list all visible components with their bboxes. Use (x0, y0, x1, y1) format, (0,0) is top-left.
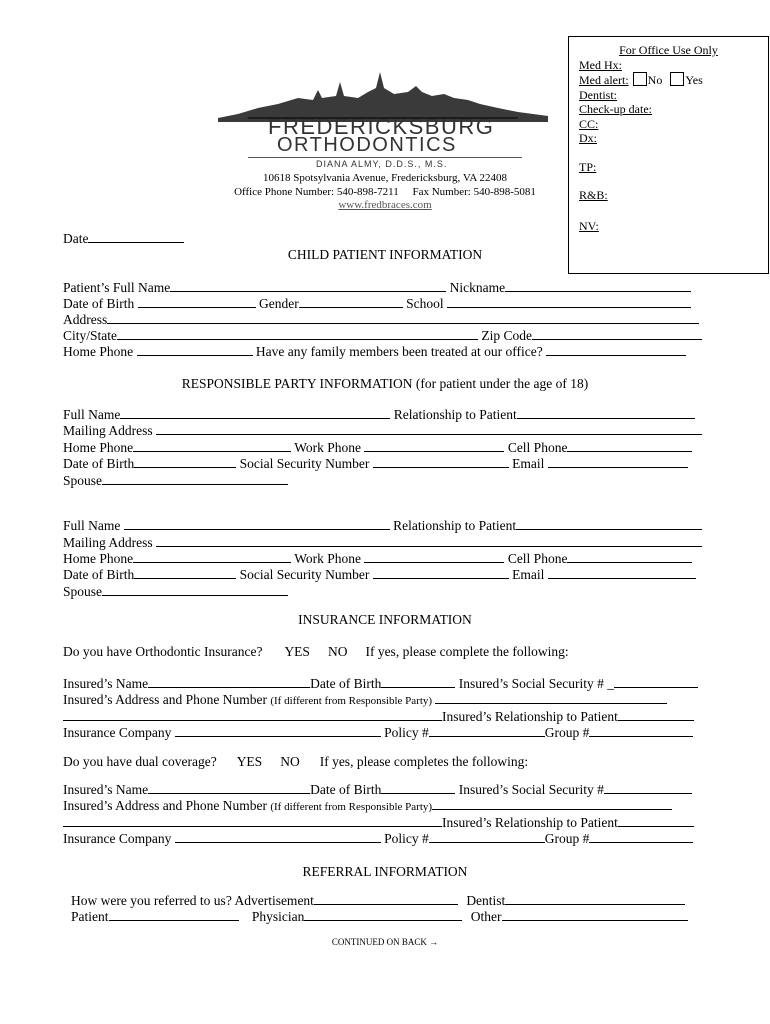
ins1-address-note: (If different from Responsible Party) (270, 695, 433, 707)
rp2-work-phone-label: Work Phone (294, 551, 362, 566)
ins1-relationship-field[interactable] (618, 709, 694, 721)
rp2-home-phone-label: Home Phone (63, 551, 134, 566)
zip-field[interactable] (532, 328, 702, 340)
dual-coverage-instructions: If yes, please completes the following: (319, 754, 529, 769)
ins1-policy-label: Policy # (384, 725, 429, 740)
rp2-dob-field[interactable] (134, 567, 236, 579)
ins2-group-field[interactable] (589, 831, 693, 843)
gender-label: Gender (258, 296, 299, 311)
logo-line1: FREDERICKSBURG (268, 114, 495, 139)
referral-other-field[interactable] (502, 909, 688, 921)
rp1-spouse-label: Spouse (63, 473, 103, 488)
ins2-question-row (63, 754, 528, 770)
rp1-full-name-field[interactable] (120, 407, 390, 419)
ins1-policy-field[interactable] (429, 725, 545, 737)
rp2-mailing-row (63, 535, 702, 551)
referral-dentist-field[interactable] (505, 893, 685, 905)
dual-coverage-yes[interactable]: YES (236, 754, 263, 769)
med-alert-yes-checkbox[interactable] (670, 72, 684, 86)
rp2-relationship-field[interactable] (516, 518, 702, 530)
logo-line2: ORTHODONTICS (277, 134, 457, 156)
med-alert-label: Med alert: (579, 73, 629, 87)
tp-label: TP: (579, 159, 597, 174)
ins1-ssn-field[interactable] (614, 676, 698, 688)
insurance-section-title: INSURANCE INFORMATION (298, 612, 472, 627)
rp2-ssn-field[interactable] (373, 567, 509, 579)
city-state-field[interactable] (117, 328, 478, 340)
rp2-ssn-label: Social Security Number (239, 567, 370, 582)
rp2-spouse-label: Spouse (63, 584, 103, 599)
rp2-email-label: Email (512, 567, 545, 582)
med-alert-row (579, 72, 768, 88)
ortho-insurance-yes[interactable]: YES (284, 644, 310, 659)
ins1-address-label: Insured’s Address and Phone Number (63, 692, 267, 707)
referral-other-label: Other (470, 909, 502, 924)
rp1-relationship-label: Relationship to Patient (393, 407, 517, 422)
rp2-name-row (63, 518, 702, 534)
ins2-relationship-row (63, 815, 694, 831)
dual-coverage-no[interactable]: NO (280, 754, 300, 769)
rp1-email-label: Email (512, 456, 545, 471)
responsible-section-title: RESPONSIBLE PARTY INFORMATION (for patient under the age of 18) (181, 376, 589, 391)
home-phone-field[interactable] (137, 344, 253, 356)
med-alert-no-checkbox[interactable] (633, 72, 647, 86)
rp2-spouse-row (63, 584, 288, 600)
referral-question: How were you referred to us? (71, 893, 232, 908)
school-label: School (406, 296, 444, 311)
ins1-relationship-row (63, 709, 694, 725)
ins1-ssn-label: Insured’s Social Security # _ (458, 676, 614, 691)
advertisement-label: Advertisement (234, 893, 314, 908)
ortho-insurance-no[interactable]: NO (327, 644, 348, 659)
referral-physician-field[interactable] (304, 909, 462, 921)
rp2-cell-phone-field[interactable] (567, 551, 692, 563)
school-field[interactable] (447, 296, 691, 308)
address-field[interactable] (107, 312, 699, 324)
med-alert-no-label: No (647, 73, 663, 87)
ins2-dob-field[interactable] (381, 782, 455, 794)
cc-label: CC: (579, 116, 599, 131)
ins1-company-field[interactable] (175, 725, 381, 737)
nickname-field[interactable] (505, 280, 691, 292)
rp1-ssn-field[interactable] (373, 456, 509, 468)
referral-section-title: REFERRAL INFORMATION (302, 864, 468, 879)
office-use-box (568, 36, 769, 274)
rp1-mailing-field[interactable] (156, 423, 702, 435)
full-name-field[interactable] (170, 280, 446, 292)
ins2-company-field[interactable] (175, 831, 381, 843)
practice-website[interactable]: www.fredbraces.com (338, 199, 432, 211)
ins1-insured-name-field[interactable] (148, 676, 310, 688)
rp1-relationship-field[interactable] (517, 407, 695, 419)
address-label: Address (63, 312, 108, 327)
referral-dentist-label: Dentist (466, 893, 506, 908)
ins1-dob-label: Date of Birth (310, 676, 382, 691)
dentist-label: Dentist: (579, 87, 617, 102)
rp1-phone-row (63, 440, 692, 456)
rp2-full-name-field[interactable] (124, 518, 390, 530)
ortho-insurance-question: Do you have Orthodontic Insurance? (63, 644, 263, 659)
rp1-work-phone-label: Work Phone (294, 440, 362, 455)
rp1-mailing-row (63, 423, 702, 439)
zip-label: Zip Code (481, 328, 532, 343)
rp1-home-phone-field[interactable] (133, 440, 291, 452)
ins1-company-label: Insurance Company (63, 725, 172, 740)
rp2-work-phone-field[interactable] (364, 551, 504, 563)
child-phone-row (63, 344, 686, 360)
rp1-home-phone-label: Home Phone (63, 440, 134, 455)
child-address-row (63, 312, 699, 328)
continued-on-back: CONTINUED ON BACK → (331, 937, 439, 947)
ins2-policy-label: Policy # (384, 831, 429, 846)
rp2-phone-row (63, 551, 692, 567)
doctor-name: DIANA ALMY, D.D.S., M.S. (316, 159, 448, 169)
med-hx-label: Med Hx: (579, 57, 622, 72)
rp2-mailing-label: Mailing Address (63, 535, 153, 550)
practice-address: 10618 Spotsylvania Avenue, Fredericksburg, VA 22408 (263, 172, 507, 184)
rp1-email-field[interactable] (548, 456, 688, 468)
rp1-dob-field[interactable] (134, 456, 236, 468)
rp1-dob-row (63, 456, 688, 472)
child-dob-row (63, 296, 691, 312)
ins2-relationship-label: Insured’s Relationship to Patient (442, 815, 618, 830)
full-name-label: Patient’s Full Name (63, 280, 171, 295)
ins1-dob-field[interactable] (381, 676, 455, 688)
ins1-address-row (63, 692, 667, 709)
rp1-spouse-field[interactable] (102, 473, 288, 485)
ins1-company-row (63, 725, 693, 741)
ins1-group-field[interactable] (589, 725, 693, 737)
rp2-home-phone-field[interactable] (133, 551, 291, 563)
rp2-full-name-label: Full Name (63, 518, 121, 533)
family-treated-field[interactable] (546, 344, 686, 356)
nv-label: NV: (579, 218, 599, 233)
rp2-dob-row (63, 567, 696, 583)
ins1-address-field-3[interactable] (229, 709, 442, 721)
rp1-work-phone-field[interactable] (364, 440, 504, 452)
dx-label: Dx: (579, 131, 597, 145)
rb-label: R&B: (579, 188, 608, 202)
logo-divider (248, 157, 522, 158)
family-treated-label: Have any family members been treated at our office? (255, 344, 543, 359)
rp1-cell-phone-field[interactable] (567, 440, 692, 452)
nickname-label: Nickname (449, 280, 506, 295)
referral-patient-field[interactable] (109, 909, 239, 921)
ins2-address-field[interactable] (432, 798, 672, 810)
ins2-address-field-2[interactable] (63, 815, 229, 827)
ins1-relationship-label: Insured’s Relationship to Patient (442, 709, 618, 724)
referral-row-2 (71, 909, 688, 925)
dual-coverage-question: Do you have dual coverage? (63, 754, 217, 769)
med-alert-yes-label: Yes (685, 73, 703, 87)
advertisement-field[interactable] (314, 893, 458, 905)
ins2-insured-name-field[interactable] (148, 782, 310, 794)
ortho-insurance-instructions: If yes, please complete the following: (365, 644, 569, 659)
rp1-name-row (63, 407, 695, 423)
rp2-email-field[interactable] (548, 567, 696, 579)
ins1-name-row (63, 676, 698, 692)
ins2-address-field-3[interactable] (229, 815, 442, 827)
dob-label: Date of Birth (63, 296, 135, 311)
ins1-question-row (63, 644, 569, 660)
rp1-ssn-label: Social Security Number (239, 456, 370, 471)
ins2-insured-name-label: Insured’s Name (63, 782, 149, 797)
rp1-cell-phone-label: Cell Phone (507, 440, 568, 455)
rp1-spouse-row (63, 473, 288, 489)
date-label: Date (63, 231, 89, 246)
ins2-address-label: Insured’s Address and Phone Number (63, 798, 267, 813)
ins2-company-label: Insurance Company (63, 831, 172, 846)
ins2-relationship-field[interactable] (618, 815, 694, 827)
ins2-ssn-field[interactable] (604, 782, 692, 794)
rp2-relationship-label: Relationship to Patient (393, 518, 517, 533)
rp2-dob-label: Date of Birth (63, 567, 135, 582)
checkup-label: Check-up date: (579, 102, 652, 116)
ins1-insured-name-label: Insured’s Name (63, 676, 149, 691)
rp2-spouse-field[interactable] (102, 584, 288, 596)
rp1-mailing-label: Mailing Address (63, 423, 153, 438)
ins2-address-note: (If different from Responsible Party) (270, 801, 433, 813)
rp2-cell-phone-label: Cell Phone (507, 551, 568, 566)
ins2-policy-field[interactable] (429, 831, 545, 843)
practice-phones: Office Phone Number: 540-898-7211 Fax Number: 540-898-5081 (234, 186, 536, 198)
rp1-full-name-label: Full Name (63, 407, 121, 422)
ins2-company-row (63, 831, 693, 847)
ins2-dob-label: Date of Birth (310, 782, 382, 797)
child-name-row (63, 280, 691, 296)
child-city-row (63, 328, 702, 344)
ins2-name-row (63, 782, 692, 798)
gender-field[interactable] (299, 296, 403, 308)
child-section-title: CHILD PATIENT INFORMATION (287, 247, 483, 262)
office-use-title: For Office Use Only (619, 43, 718, 57)
referral-patient-label: Patient (71, 909, 109, 924)
ins2-ssn-label: Insured’s Social Security # (458, 782, 604, 797)
referral-physician-label: Physician (251, 909, 305, 924)
referral-row-1 (71, 893, 685, 909)
dob-field[interactable] (138, 296, 256, 308)
ins1-address-field-2[interactable] (63, 709, 229, 721)
rp1-dob-label: Date of Birth (63, 456, 135, 471)
ins2-group-label: Group # (544, 831, 590, 846)
date-field[interactable] (88, 231, 184, 243)
ins1-address-field[interactable] (435, 692, 667, 704)
ins2-address-row (63, 798, 672, 815)
city-state-label: City/State (63, 328, 117, 343)
rp2-mailing-field[interactable] (156, 535, 702, 547)
date-row (63, 231, 184, 247)
home-phone-label: Home Phone (63, 344, 134, 359)
ins1-group-label: Group # (544, 725, 590, 740)
